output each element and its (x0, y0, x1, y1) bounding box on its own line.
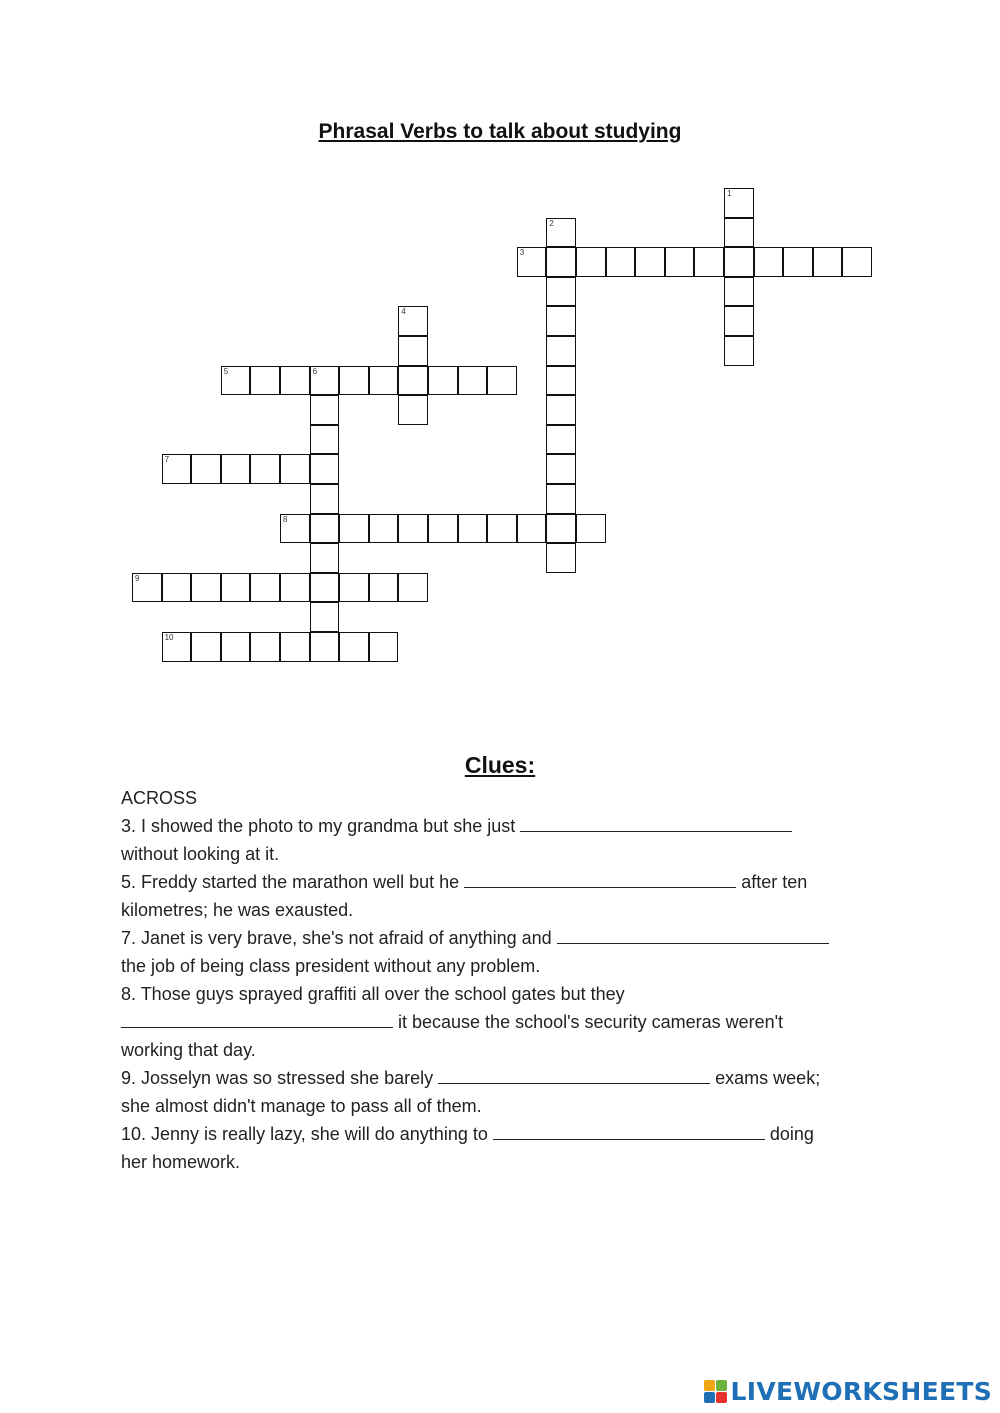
crossword-cell[interactable] (546, 543, 576, 573)
clue-text: after ten (736, 872, 808, 892)
crossword-cell[interactable] (546, 247, 576, 277)
crossword-cell[interactable] (162, 632, 192, 662)
crossword-cell[interactable] (132, 573, 162, 603)
clue-number: 6 (312, 366, 318, 376)
crossword-cell[interactable] (546, 514, 576, 544)
clue-text: without looking at it. (121, 844, 280, 864)
crossword-cell[interactable] (280, 632, 310, 662)
crossword-cell[interactable] (724, 188, 754, 218)
answer-blank[interactable] (493, 1121, 765, 1140)
crossword-cell[interactable] (280, 573, 310, 603)
crossword-cell[interactable] (310, 484, 340, 514)
clue-line (121, 868, 891, 896)
clue-line (121, 1120, 891, 1148)
crossword-cell[interactable] (250, 632, 280, 662)
crossword-cell[interactable] (398, 573, 428, 603)
clue-number: 4 (401, 307, 406, 317)
clue-line (121, 840, 891, 868)
crossword-cell[interactable] (310, 454, 340, 484)
crossword-cell[interactable] (310, 602, 340, 632)
crossword-cell[interactable] (398, 366, 428, 396)
clue-number: 5 (223, 366, 229, 376)
clue-line (121, 1092, 891, 1120)
answer-blank[interactable] (557, 925, 829, 944)
crossword-cell[interactable] (339, 632, 369, 662)
crossword-cell[interactable] (546, 218, 576, 248)
crossword-cell[interactable] (546, 484, 576, 514)
crossword-cell[interactable] (191, 632, 221, 662)
crossword-cell[interactable] (250, 454, 280, 484)
crossword-cell[interactable] (576, 514, 606, 544)
crossword-cell[interactable] (428, 366, 458, 396)
crossword-cell[interactable] (280, 366, 310, 396)
crossword-cell[interactable] (517, 514, 547, 544)
clue-line (121, 1036, 891, 1064)
crossword-cell[interactable] (546, 306, 576, 336)
crossword-cell[interactable] (398, 306, 428, 336)
clue-text: 10. Jenny is really lazy, she will do anything to (121, 1124, 493, 1144)
crossword-cell[interactable] (398, 336, 428, 366)
crossword-cell[interactable] (280, 454, 310, 484)
answer-blank[interactable] (121, 1009, 393, 1028)
crossword-cell[interactable] (398, 395, 428, 425)
clue-text: kilometres; he was exausted. (121, 900, 354, 920)
crossword-cell[interactable] (310, 395, 340, 425)
logo-square (704, 1380, 715, 1391)
crossword-cell[interactable] (339, 366, 369, 396)
crossword-cell[interactable] (724, 277, 754, 307)
crossword-cell[interactable] (517, 247, 547, 277)
clue-number: 10 (164, 633, 174, 642)
clue-number: 3 (519, 248, 525, 258)
clue-line (121, 980, 891, 1008)
crossword-cell[interactable] (280, 514, 310, 544)
brand-name: LIVEWORKSHEETS (730, 1376, 992, 1406)
crossword-cell[interactable] (310, 632, 340, 662)
crossword-cell[interactable] (754, 247, 784, 277)
clue-line (121, 896, 891, 924)
crossword-cell[interactable] (428, 514, 458, 544)
crossword-cell[interactable] (546, 425, 576, 455)
crossword-cell[interactable] (339, 573, 369, 603)
crossword-cell[interactable] (724, 336, 754, 366)
crossword-cell[interactable] (546, 454, 576, 484)
crossword-cell[interactable] (162, 454, 192, 484)
crossword-cell[interactable] (221, 454, 251, 484)
crossword-cell[interactable] (694, 247, 724, 277)
answer-blank[interactable] (464, 869, 736, 888)
clue-text: doing (764, 1124, 814, 1144)
liveworksheets-logo-icon (704, 1380, 727, 1403)
clue-number: 1 (727, 189, 732, 198)
clue-text: 9. Josselyn was so stressed she barely (121, 1068, 439, 1088)
crossword-cell[interactable] (221, 366, 251, 396)
clue-text: her homework. (121, 1152, 241, 1172)
clue-text: she almost didn't manage to pass all of them. (121, 1096, 482, 1116)
crossword-cell[interactable] (724, 306, 754, 336)
crossword-cell[interactable] (606, 247, 636, 277)
crossword-cell[interactable] (546, 395, 576, 425)
crossword-cell[interactable] (191, 573, 221, 603)
page-title: Phrasal Verbs to talk about studying (318, 120, 682, 143)
crossword-cell[interactable] (250, 366, 280, 396)
crossword-cell[interactable] (487, 366, 517, 396)
clue-line (121, 952, 891, 980)
clue-line (121, 1008, 891, 1036)
crossword-cell[interactable] (369, 573, 399, 603)
crossword-cell[interactable] (398, 514, 428, 544)
clue-text: exams week; (710, 1068, 821, 1088)
clue-number: 8 (283, 514, 288, 524)
clue-text: the job of being class president without any problem. (121, 956, 541, 976)
crossword-cell[interactable] (310, 514, 340, 544)
clues-heading: Clues: (464, 752, 536, 778)
crossword-cell[interactable] (576, 247, 606, 277)
crossword-cell[interactable] (310, 543, 340, 573)
crossword-cell[interactable] (546, 277, 576, 307)
crossword-cell[interactable] (783, 247, 813, 277)
crossword-cell[interactable] (310, 425, 340, 455)
crossword-cell[interactable] (191, 454, 221, 484)
clue-text: 5. Freddy started the marathon well but he (121, 872, 465, 892)
clues-list (121, 784, 891, 1176)
crossword-cell[interactable] (339, 514, 369, 544)
crossword-cell[interactable] (842, 247, 872, 277)
clue-line (121, 812, 891, 840)
clue-number: 9 (135, 573, 140, 583)
clue-lines (121, 812, 891, 1176)
clue-line (121, 1064, 891, 1092)
crossword-cell[interactable] (310, 573, 340, 603)
crossword-cell[interactable] (221, 573, 251, 603)
crossword-cell[interactable] (487, 514, 517, 544)
crossword-cell[interactable] (458, 514, 488, 544)
crossword-cell[interactable] (813, 247, 843, 277)
crossword-cell[interactable] (546, 366, 576, 396)
footer-brand (704, 1375, 992, 1407)
clue-line (121, 1148, 891, 1176)
crossword-cell[interactable] (546, 336, 576, 366)
crossword-cell[interactable] (310, 366, 340, 396)
clue-text: 8. Those guys sprayed graffiti all over the school gates but they (121, 984, 625, 1004)
crossword-grid (0, 0, 1000, 700)
logo-square (716, 1380, 727, 1391)
clue-text: working that day. (121, 1040, 256, 1060)
crossword-cell[interactable] (665, 247, 695, 277)
answer-blank[interactable] (520, 813, 792, 832)
clue-number: 7 (164, 455, 170, 465)
crossword-cell[interactable] (162, 573, 192, 603)
logo-square (716, 1392, 727, 1403)
crossword-cell[interactable] (250, 573, 280, 603)
crossword-cell[interactable] (369, 514, 399, 544)
crossword-cell[interactable] (458, 366, 488, 396)
crossword-cell[interactable] (635, 247, 665, 277)
clue-line (121, 924, 891, 952)
answer-blank[interactable] (438, 1065, 710, 1084)
section-across-label: ACROSS (121, 788, 198, 808)
clue-text: 3. I showed the photo to my grandma but she just (121, 816, 521, 836)
crossword-cell[interactable] (369, 366, 399, 396)
crossword-cell[interactable] (724, 218, 754, 248)
clue-text: 7. Janet is very brave, she's not afraid of anything and (121, 928, 557, 948)
crossword-cell[interactable] (221, 632, 251, 662)
crossword-cell[interactable] (369, 632, 399, 662)
clue-number: 2 (549, 218, 554, 228)
clue-text: it because the school's security cameras weren't (393, 1012, 784, 1032)
crossword-cell[interactable] (724, 247, 754, 277)
logo-square (704, 1392, 715, 1403)
